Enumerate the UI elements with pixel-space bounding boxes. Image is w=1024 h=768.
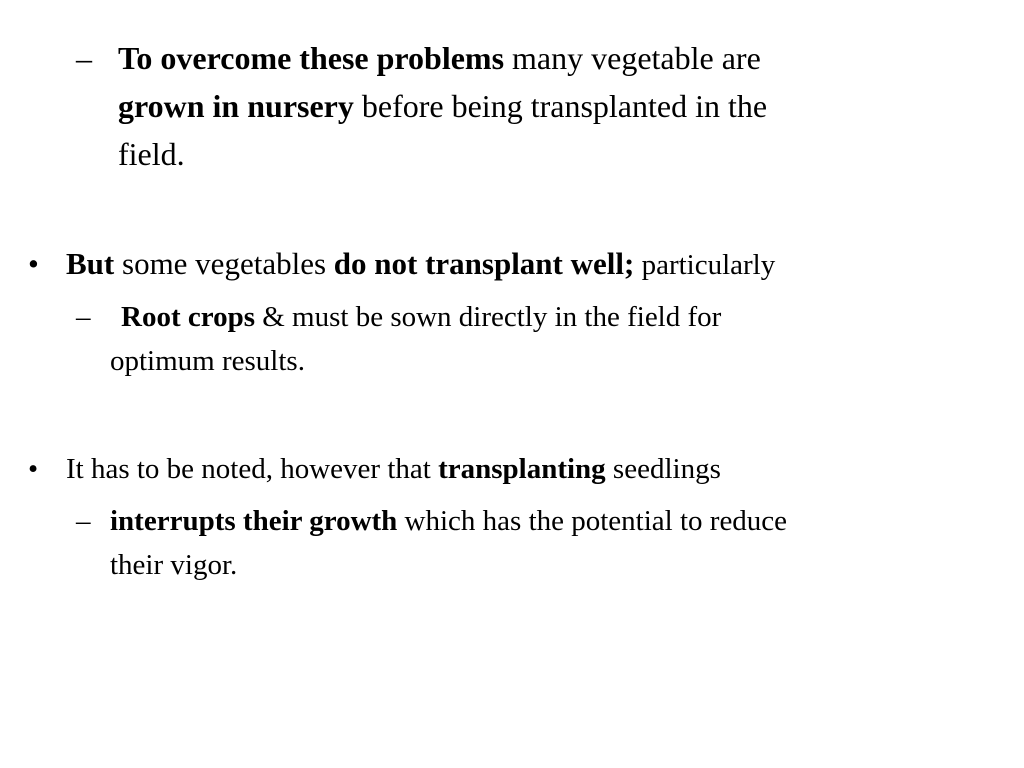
text: many vegetable are (504, 40, 761, 76)
text-line (118, 42, 761, 74)
text: seedlings (605, 453, 721, 485)
text: before being transplanted in the (353, 88, 768, 124)
bold-text: To overcome these problems (118, 40, 505, 76)
text: It has to be noted, however that (66, 453, 439, 485)
text-line (66, 248, 775, 280)
text-line: optimum results. (110, 345, 305, 377)
text: some vegetables (114, 246, 334, 281)
text-line: their vigor. (110, 549, 238, 581)
text-line (66, 455, 721, 484)
text-line (110, 507, 787, 536)
dash-marker: – (76, 40, 92, 76)
text: & must be sown directly in the field for (254, 301, 722, 333)
text-line (121, 303, 721, 332)
dash-marker: – (76, 505, 91, 537)
bullet-marker: • (28, 453, 39, 485)
bullet-marker: • (28, 246, 39, 281)
text-line (118, 90, 767, 122)
dash-marker: – (76, 301, 91, 333)
bold-text: But (66, 246, 115, 281)
text: particularly (634, 249, 776, 281)
bold-text: interrupts their growth (110, 505, 398, 537)
bold-text: transplanting (438, 453, 606, 485)
text: which has the potential to reduce (397, 505, 788, 537)
bold-text: grown in nursery (118, 88, 354, 124)
bold-text: Root crops (121, 301, 255, 333)
bold-text: do not transplant well; (333, 246, 635, 281)
text-line: field. (118, 136, 185, 172)
